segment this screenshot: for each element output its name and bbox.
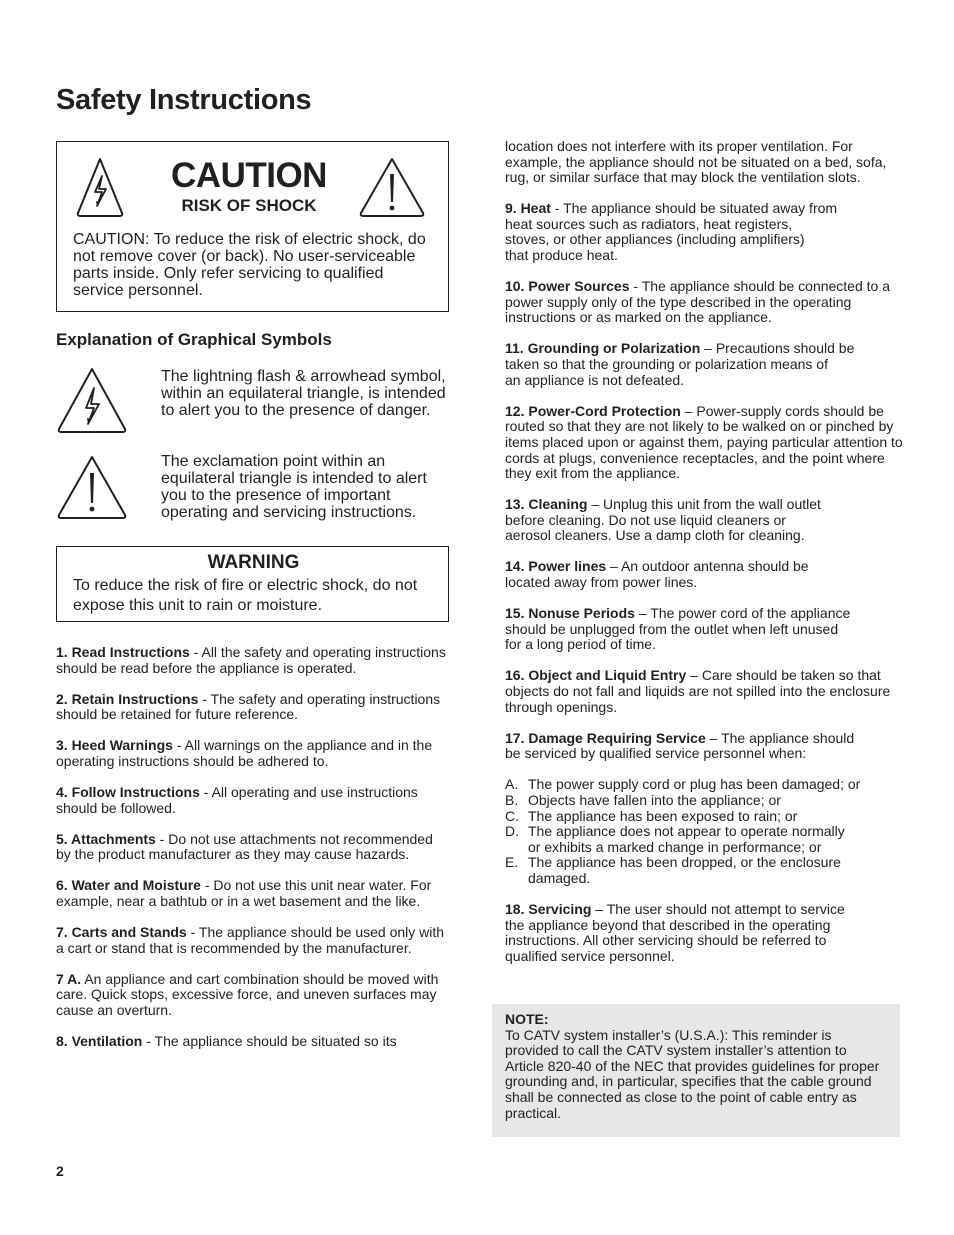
list-item: D. The appliance does not appear to operate normally or exhibits a marked change in performance; or [505, 823, 845, 855]
instruction-item: 11. Grounding or Polarization – Precautions should be taken so that the grounding or polarization means of an appliance is not defeated. [505, 340, 855, 388]
instructions-right-column [505, 139, 903, 980]
lightning-triangle-icon [75, 156, 125, 218]
caution-box [56, 141, 449, 312]
instruction-item: 12. Power-Cord Protection – Power-supply cords should be routed so that they are not likely to be walked on or pinched by items placed upon or against them, paying particular attention to cords at plugs, convenience receptacles, and the point where they exit from the appliance. [505, 402, 903, 482]
caution-subtitle: RISK OF SHOCK [181, 196, 317, 215]
instruction-item: 7. Carts and Stands - The appliance should be used only with a cart or stand that is recommended by the manufacturer. [56, 924, 445, 956]
instruction-item: 15. Nonuse Periods – The power cord of the appliance should be unplugged from the outlet when left unused for a long period of time. [505, 605, 851, 653]
lightning-triangle-icon [56, 366, 128, 436]
instruction-item: 14. Power lines – An outdoor antenna should be located away from power lines. [505, 558, 809, 591]
instruction-item: 16. Object and Liquid Entry – Care should be taken so that objects do not fall and liquids are not spilled into the enclosure through openings. [505, 667, 891, 715]
symbol-description: The exclamation point within an equilateral triangle is intended to alert you to the presence of important operating and servicing instructions. [161, 453, 427, 521]
instruction-item: 7 A. An appliance and cart combination should be moved with care. Quick stops, excessive force, and uneven surfaces may cause an overturn. [56, 970, 439, 1018]
symbols-heading: Explanation of Graphical Symbols [56, 330, 332, 349]
instruction-item: 18. Servicing – The user should not attempt to service the appliance beyond that described in the operating instructions. All other servicing should be referred to qualified service personnel. [505, 901, 845, 964]
instruction-item: 17. Damage Requiring Service – The appliance should be serviced by qualified service personnel when: [505, 729, 855, 762]
instruction-item: 4. Follow Instructions - All operating and use instructions should be followed. [56, 784, 418, 816]
instruction-item: 3. Heed Warnings - All warnings on the appliance and in the operating instructions should be adhered to. [56, 737, 433, 769]
note-box [492, 1004, 900, 1137]
instruction-item: 5. Attachments - Do not use attachments not recommended by the product manufacturer as they may cause hazards. [56, 830, 433, 863]
warning-box [56, 546, 449, 622]
note-text: To CATV system installer’s (U.S.A.): This reminder is provided to call the CATV system installer’s attention to Article 820-40 of the NEC that provides guidelines for proper grounding and, in particular, specifies that the cable ground shall be connected as close to the point of cable entry as practical. [505, 1026, 880, 1121]
caution-text: CAUTION: To reduce the risk of electric shock, do not remove cover (or back). No user-serviceable parts inside. Only refer servicing to qualified service personnel. [73, 231, 426, 299]
list-item: B. Objects have fallen into the appliance; or [505, 792, 781, 808]
list-item: A. The power supply cord or plug has been damaged; or [505, 776, 861, 793]
warning-title: WARNING [207, 552, 300, 573]
list-item: C. The appliance has been exposed to rain; or [505, 807, 798, 824]
caution-heading [169, 156, 329, 216]
page-number: 2 [56, 1163, 64, 1179]
instruction-item: 13. Cleaning – Unplug this unit from the wall outlet before cleaning. Do not use liquid cleaners or aerosol cleaners. Use a damp cloth for cleaning. [505, 496, 821, 544]
damage-list [505, 777, 903, 886]
caution-title: CAUTION [171, 156, 327, 195]
instruction-item: 1. Read Instructions - All the safety and operating instructions should be read before the appliance is operated. [56, 644, 446, 676]
instruction-item: 6. Water and Moisture - Do not use this unit near water. For example, near a bathtub or in a wet basement and the like. [56, 877, 432, 910]
exclamation-triangle-icon [56, 454, 128, 522]
warning-text: To reduce the risk of fire or electric shock, do not expose this unit to rain or moisture. [73, 577, 418, 614]
note-title: NOTE: [505, 1011, 549, 1027]
instruction-item: 2. Retain Instructions - The safety and operating instructions should be retained for future reference. [56, 690, 441, 723]
instruction-item: 8. Ventilation - The appliance should be situated so its [56, 1033, 397, 1050]
instruction-continuation: location does not interfere with its proper ventilation. For example, the appliance should not be situated on a bed, sofa, rug, or similar surface that may block the ventilation slots. [505, 138, 887, 186]
list-item: E. The appliance has been dropped, or the enclosure damaged. [505, 854, 841, 886]
page-title: Safety Instructions [56, 84, 312, 116]
exclamation-triangle-icon [357, 156, 427, 218]
instructions-left-column [56, 645, 451, 1065]
instruction-item: 10. Power Sources - The appliance should be connected to a power supply only of the type described in the operating instructions or as marked on the appliance. [505, 278, 890, 326]
instruction-item: 9. Heat - The appliance should be situated away from heat sources such as radiators, heat registers, stoves, or other appliances (including amplifiers) that produce heat. [505, 200, 838, 264]
symbol-description: The lightning flash & arrowhead symbol, within an equilateral triangle, is intended to alert you to the presence of danger. [161, 368, 446, 419]
